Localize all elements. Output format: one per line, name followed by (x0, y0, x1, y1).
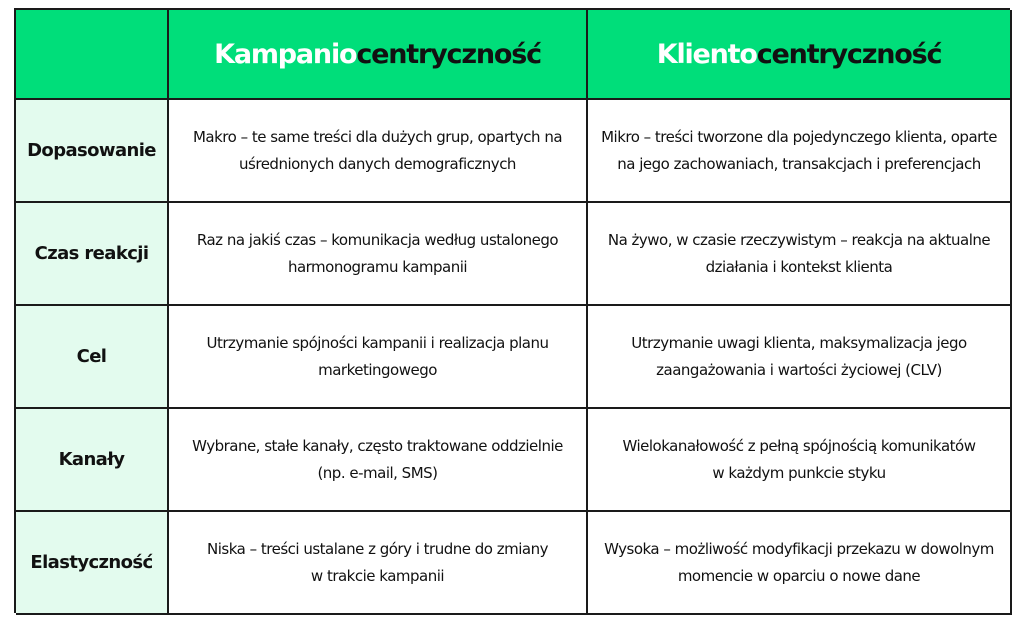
row-label-czas-reakcji (16, 203, 169, 306)
cell-campaign-czas-reakcji (169, 203, 588, 306)
row-label-text: Kanały (58, 449, 125, 470)
cell-line: momencie w oparciu o nowe dane (677, 566, 921, 585)
cell-line: Mikro – treści tworzone dla pojedynczego klienta, oparte (601, 127, 997, 146)
cell-line: Wysoka – możliwość modyfikacji przekazu w dowolnym (604, 539, 994, 558)
cell-client-cel (588, 306, 1012, 409)
cell-line: działania i kontekst klienta (705, 257, 893, 276)
cell-line: Raz na jakiś czas – komunikacja według ustalonego (196, 230, 559, 249)
row-label-text: Czas reakcji (34, 243, 149, 264)
cell-client-kanaly (588, 409, 1012, 512)
row-label-cel (16, 306, 169, 409)
cell-text (621, 330, 976, 384)
cell-text (182, 433, 573, 487)
cell-campaign-kanaly (169, 409, 588, 512)
cell-text (591, 124, 1007, 178)
cell-line: Na żywo, w czasie rzeczywistym – reakcja na aktualne (607, 230, 991, 249)
cell-campaign-cel (169, 306, 588, 409)
row-label-kanaly (16, 409, 169, 512)
cell-text (183, 124, 572, 178)
cell-line: marketingowego (318, 360, 437, 379)
cell-text (187, 227, 568, 281)
header-empty-cell (16, 10, 169, 100)
header-title-campaign (214, 39, 541, 70)
cell-line: w każdym punkcie styku (712, 463, 886, 482)
comparison-table (14, 8, 1010, 613)
cell-line: w trakcie kampanii (310, 566, 445, 585)
cell-text (594, 536, 1004, 590)
cell-line: Utrzymanie uwagi klienta, maksymalizacja jego (631, 333, 967, 352)
cell-text (598, 227, 1000, 281)
header-title-client-part2: centryczność (756, 38, 942, 70)
row-label-text: Elastyczność (30, 552, 153, 573)
cell-campaign-elastycznosc (169, 512, 588, 615)
cell-line: zaangażowania i wartości życiowej (CLV) (656, 360, 942, 379)
cell-line: harmonogramu kampanii (287, 257, 468, 276)
cell-client-czas-reakcji (588, 203, 1012, 306)
cell-line: Makro – te same treści dla dużych grup, opartych na (192, 127, 563, 146)
cell-line: Wybrane, stałe kanały, często traktowane oddzielnie (192, 436, 563, 455)
cell-text (196, 330, 558, 384)
header-title-client (657, 39, 942, 70)
cell-line: na jego zachowaniach, transakcjach i preferencjach (617, 154, 981, 173)
cell-text (197, 536, 558, 590)
cell-line: Wielokanałowość z pełną spójnością komunikatów (622, 436, 976, 455)
header-title-campaign-part2: centryczność (356, 38, 541, 70)
cell-text (612, 433, 985, 487)
cell-line: (np. e-mail, SMS) (317, 463, 438, 482)
row-label-text: Cel (76, 346, 107, 367)
row-label-elastycznosc (16, 512, 169, 615)
cell-line: Utrzymanie spójności kampanii i realizacja planu (206, 333, 549, 352)
row-label-text: Dopasowanie (27, 140, 156, 161)
cell-line: uśrednionych danych demograficznych (239, 154, 516, 173)
cell-client-elastycznosc (588, 512, 1012, 615)
row-label-dopasowanie (16, 100, 169, 203)
cell-campaign-dopasowanie (169, 100, 588, 203)
cell-client-dopasowanie (588, 100, 1012, 203)
header-klientocentrycznosc (588, 10, 1012, 100)
header-title-campaign-part1: Kampanio (214, 38, 357, 70)
header-title-client-part1: Kliento (656, 38, 757, 70)
cell-line: Niska – treści ustalane z góry i trudne do zmiany (207, 539, 548, 558)
header-kampaniocentrycznosc (169, 10, 588, 100)
